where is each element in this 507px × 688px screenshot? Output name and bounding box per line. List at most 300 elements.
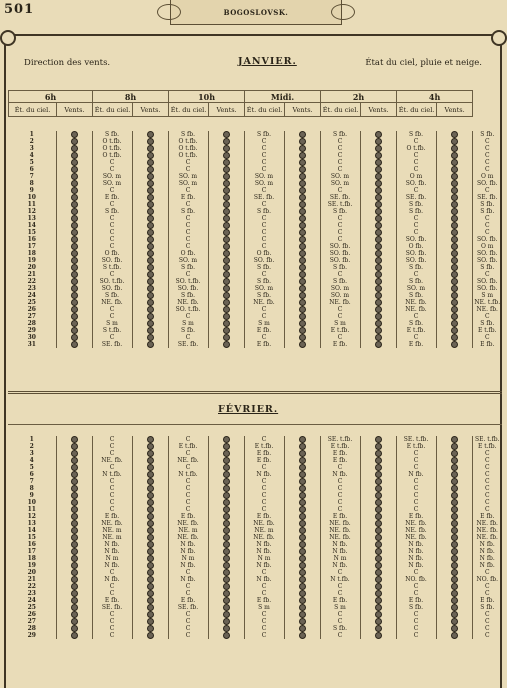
sky-state-icon	[299, 201, 306, 208]
wind-cell: N m	[320, 555, 360, 562]
sky-state-cell	[132, 625, 168, 632]
sky-state-cell	[436, 145, 472, 152]
sky-state-cell	[360, 618, 396, 625]
date-cell: 1	[29, 436, 34, 443]
wind-cell: C	[244, 236, 284, 243]
wind-cell: C	[168, 236, 208, 243]
sky-state-icon	[223, 541, 230, 548]
sky-state-cell	[132, 152, 168, 159]
sky-state-cell	[284, 520, 320, 527]
sky-state-icon	[71, 138, 78, 145]
wind-cell: C	[92, 334, 132, 341]
sky-state-cell	[208, 436, 244, 443]
sky-state-icon	[375, 604, 382, 611]
sky-state-icon	[299, 222, 306, 229]
table-row	[8, 436, 502, 443]
sky-state-header: Ét. du ciel.	[397, 103, 437, 117]
sky-state-cell	[132, 548, 168, 555]
sky-state-icon	[375, 555, 382, 562]
sky-state-icon	[299, 264, 306, 271]
sky-state-icon	[223, 278, 230, 285]
sky-state-cell	[360, 443, 396, 450]
table-row	[8, 215, 502, 222]
sky-state-cell	[284, 443, 320, 450]
sky-state-cell	[360, 492, 396, 499]
wind-cell: E fb.	[244, 341, 284, 348]
sky-state-cell	[132, 583, 168, 590]
sky-state-cell	[360, 457, 396, 464]
sky-state-cell	[436, 215, 472, 222]
sky-state-icon	[299, 229, 306, 236]
sky-state-icon	[299, 299, 306, 306]
sky-state-cell	[56, 450, 92, 457]
sky-state-cell	[132, 194, 168, 201]
wind-cell: O t.fb.	[168, 152, 208, 159]
sky-state-icon	[375, 320, 382, 327]
sky-state-cell	[132, 527, 168, 534]
wind-cell: NE. fb.	[320, 534, 360, 541]
wind-cell: C	[472, 152, 502, 159]
wind-cell: NE. m	[92, 534, 132, 541]
sky-state-cell	[208, 478, 244, 485]
wind-cell: E fb.	[92, 597, 132, 604]
sky-state-cell	[436, 576, 472, 583]
wind-cell: C	[244, 166, 284, 173]
date-cell: 2	[29, 138, 34, 145]
sky-state-cell	[132, 264, 168, 271]
sky-state-icon	[147, 299, 154, 306]
sky-state-icon	[223, 327, 230, 334]
wind-cell: C	[320, 187, 360, 194]
table-caption	[6, 54, 500, 70]
wind-cell: C	[472, 590, 502, 597]
sky-state-icon	[451, 534, 458, 541]
sky-state-icon	[147, 492, 154, 499]
wind-cell: C	[472, 450, 502, 457]
sky-state-cell	[208, 492, 244, 499]
sky-state-icon	[71, 499, 78, 506]
sky-state-icon	[299, 131, 306, 138]
sky-state-cell	[132, 313, 168, 320]
sky-state-icon	[299, 457, 306, 464]
sky-state-icon	[71, 152, 78, 159]
wind-cell: S fb.	[168, 292, 208, 299]
wind-cell: SO. fb.	[472, 257, 502, 264]
sky-state-cell	[56, 541, 92, 548]
sky-state-cell	[436, 611, 472, 618]
wind-cell: C	[168, 569, 208, 576]
sky-state-icon	[375, 243, 382, 250]
sky-state-icon	[147, 527, 154, 534]
wind-cell: C	[92, 229, 132, 236]
wind-cell: C	[396, 271, 436, 278]
sky-state-cell	[56, 292, 92, 299]
date-cell: 13	[27, 215, 36, 222]
wind-cell: C	[320, 236, 360, 243]
wind-cell: C	[472, 145, 502, 152]
wind-cell: C	[396, 450, 436, 457]
wind-cell: NE. fb.	[168, 457, 208, 464]
wind-cell: C	[396, 215, 436, 222]
sky-state-cell	[132, 604, 168, 611]
sky-state-icon	[147, 478, 154, 485]
wind-cell: N fb.	[244, 576, 284, 583]
sky-state-icon	[451, 625, 458, 632]
sky-state-cell	[284, 327, 320, 334]
sky-state-cell	[56, 222, 92, 229]
sky-state-cell	[132, 597, 168, 604]
sky-state-icon	[299, 576, 306, 583]
sky-state-icon	[71, 222, 78, 229]
sky-state-cell	[132, 131, 168, 138]
sky-state-cell	[436, 243, 472, 250]
date-cell: 12	[27, 513, 36, 520]
sky-state-cell	[208, 548, 244, 555]
wind-cell: S m	[168, 320, 208, 327]
sky-state-cell	[436, 131, 472, 138]
wind-cell: E fb.	[320, 513, 360, 520]
wind-cell: NE. fb.	[244, 299, 284, 306]
sky-state-cell	[208, 271, 244, 278]
wind-cell: C	[168, 583, 208, 590]
sky-state-cell	[132, 278, 168, 285]
sky-state-icon	[375, 299, 382, 306]
table-row	[8, 292, 502, 299]
wind-cell: E fb.	[244, 450, 284, 457]
sky-state-cell	[284, 173, 320, 180]
sky-state-icon	[223, 180, 230, 187]
sky-state-cell	[436, 229, 472, 236]
sky-state-cell	[284, 145, 320, 152]
sky-state-cell	[284, 527, 320, 534]
wind-cell: C	[168, 478, 208, 485]
sky-state-icon	[223, 138, 230, 145]
sky-state-icon	[147, 471, 154, 478]
sky-state-cell	[360, 306, 396, 313]
sky-state-cell	[56, 597, 92, 604]
sky-state-cell	[360, 513, 396, 520]
sky-state-icon	[451, 229, 458, 236]
sky-state-cell	[56, 492, 92, 499]
wind-cell: O fb.	[244, 250, 284, 257]
wind-cell: S fb.	[168, 264, 208, 271]
sky-state-cell	[284, 194, 320, 201]
wind-cell: E fb.	[396, 597, 436, 604]
sky-state-cell	[56, 471, 92, 478]
sky-state-icon	[147, 541, 154, 548]
sky-state-cell	[56, 590, 92, 597]
sky-state-cell	[208, 194, 244, 201]
wind-cell: SO. m	[244, 173, 284, 180]
sky-state-cell	[132, 341, 168, 348]
sky-state-icon	[147, 306, 154, 313]
sky-state-icon	[375, 327, 382, 334]
sky-state-icon	[147, 229, 154, 236]
wind-cell: E t.fb.	[244, 443, 284, 450]
sky-state-cell	[284, 271, 320, 278]
sky-state-cell	[436, 152, 472, 159]
wind-cell: SO. fb.	[92, 285, 132, 292]
wind-cell: SO. fb.	[396, 236, 436, 243]
sky-state-cell	[284, 131, 320, 138]
wind-cell: C	[92, 436, 132, 443]
wind-cell: N fb.	[168, 562, 208, 569]
sky-state-cell	[56, 313, 92, 320]
wind-cell: C	[168, 159, 208, 166]
date-cell: 22	[27, 278, 36, 285]
sky-state-icon	[147, 520, 154, 527]
date-cell: 24	[27, 597, 36, 604]
wind-cell: N fb.	[472, 548, 502, 555]
date-cell: 3	[29, 145, 34, 152]
wind-cell: NE. fb.	[320, 299, 360, 306]
sky-state-cell	[56, 152, 92, 159]
sky-state-cell	[56, 299, 92, 306]
sky-state-cell	[56, 194, 92, 201]
table-row	[8, 159, 502, 166]
sky-state-icon	[147, 618, 154, 625]
sky-state-icon	[451, 499, 458, 506]
sky-state-cell	[360, 299, 396, 306]
date-cell: 31	[27, 341, 36, 348]
table-row	[8, 194, 502, 201]
sky-state-icon	[223, 597, 230, 604]
table-row	[8, 604, 502, 611]
wind-cell: C	[92, 569, 132, 576]
february-top-rule	[8, 424, 502, 425]
wind-cell: O m	[472, 243, 502, 250]
sky-state-icon	[451, 243, 458, 250]
sky-state-icon	[71, 492, 78, 499]
sky-state-cell	[208, 555, 244, 562]
sky-state-icon	[451, 313, 458, 320]
sky-state-cell	[436, 250, 472, 257]
sky-state-cell	[436, 534, 472, 541]
wind-cell: C	[320, 152, 360, 159]
wind-cell: N fb.	[320, 471, 360, 478]
wind-cell: NE. fb.	[396, 306, 436, 313]
sky-state-icon	[223, 457, 230, 464]
sky-state-cell	[208, 173, 244, 180]
wind-cell: C	[472, 222, 502, 229]
sky-state-icon	[299, 250, 306, 257]
sky-state-cell	[284, 166, 320, 173]
sky-state-icon	[223, 562, 230, 569]
sky-state-icon	[375, 194, 382, 201]
wind-cell: SO. m	[244, 285, 284, 292]
wind-cell: C	[396, 166, 436, 173]
sky-state-icon	[375, 306, 382, 313]
date-cell: 6	[29, 166, 34, 173]
sky-state-cell	[436, 499, 472, 506]
sky-state-icon	[451, 271, 458, 278]
sky-state-icon	[71, 562, 78, 569]
sky-state-icon	[223, 229, 230, 236]
sky-state-icon	[71, 201, 78, 208]
sky-state-cell	[284, 334, 320, 341]
sky-state-cell	[132, 201, 168, 208]
date-cell: 16	[27, 541, 36, 548]
date-cell: 28	[27, 320, 36, 327]
sky-state-icon	[147, 215, 154, 222]
table-row	[8, 569, 502, 576]
sky-state-icon	[375, 513, 382, 520]
sky-state-icon	[223, 201, 230, 208]
sky-state-cell	[436, 471, 472, 478]
wind-cell: NE. m	[92, 527, 132, 534]
sky-state-icon	[223, 299, 230, 306]
sky-state-cell	[284, 590, 320, 597]
sky-state-icon	[451, 443, 458, 450]
date-cell: 7	[29, 478, 34, 485]
sky-state-icon	[299, 583, 306, 590]
table-row	[8, 520, 502, 527]
wind-cell: SO. m	[168, 257, 208, 264]
wind-cell: NE. t.fb.	[472, 299, 502, 306]
sky-state-icon	[451, 159, 458, 166]
sky-state-icon	[71, 187, 78, 194]
sky-state-icon	[451, 604, 458, 611]
wind-cell: C	[472, 313, 502, 320]
sky-state-cell	[132, 478, 168, 485]
sky-state-cell	[436, 208, 472, 215]
wind-cell: N fb.	[320, 548, 360, 555]
wind-cell: C	[92, 201, 132, 208]
hour-header: 4h	[397, 91, 473, 103]
wind-cell: NE. fb.	[396, 520, 436, 527]
sky-state-icon	[147, 341, 154, 348]
sky-state-cell	[208, 138, 244, 145]
wind-cell: N fb.	[396, 548, 436, 555]
wind-cell: E t.fb.	[320, 327, 360, 334]
wind-cell: C	[168, 166, 208, 173]
date-cell: 23	[27, 590, 36, 597]
sky-state-cell	[284, 243, 320, 250]
sky-state-icon	[223, 520, 230, 527]
sky-state-icon	[375, 285, 382, 292]
date-cell: 5	[29, 159, 34, 166]
table-row	[8, 576, 502, 583]
sky-state-cell	[132, 250, 168, 257]
sky-state-icon	[375, 457, 382, 464]
wind-cell: SO. fb.	[472, 236, 502, 243]
date-cell: 17	[27, 243, 36, 250]
wind-cell: C	[244, 485, 284, 492]
sky-state-icon	[451, 194, 458, 201]
sky-state-cell	[436, 520, 472, 527]
sky-state-icon	[451, 152, 458, 159]
sky-state-icon	[223, 492, 230, 499]
sky-state-cell	[208, 159, 244, 166]
wind-cell: E t.fb.	[396, 327, 436, 334]
wind-cell: C	[472, 485, 502, 492]
wind-cell: N fb.	[92, 576, 132, 583]
wind-cell: C	[168, 215, 208, 222]
sky-state-icon	[147, 632, 154, 639]
sky-state-icon	[223, 292, 230, 299]
wind-cell: S fb.	[244, 278, 284, 285]
sky-state-icon	[299, 513, 306, 520]
table-row	[8, 548, 502, 555]
table-row	[8, 492, 502, 499]
sky-state-icon	[375, 471, 382, 478]
sky-state-cell	[284, 436, 320, 443]
sky-state-cell	[360, 541, 396, 548]
wind-cell: N t.fb.	[320, 576, 360, 583]
date-cell: 28	[27, 625, 36, 632]
wind-cell: S fb.	[320, 131, 360, 138]
wind-cell: C	[320, 229, 360, 236]
sky-state-icon	[147, 222, 154, 229]
sky-state-cell	[208, 236, 244, 243]
sky-state-icon	[451, 464, 458, 471]
wind-cell: C	[168, 201, 208, 208]
sky-state-icon	[147, 590, 154, 597]
sky-state-icon	[223, 131, 230, 138]
sky-state-icon	[299, 618, 306, 625]
sky-state-cell	[56, 583, 92, 590]
wind-cell: S fb.	[472, 201, 502, 208]
sky-state-cell	[436, 541, 472, 548]
sky-state-cell	[208, 471, 244, 478]
sky-state-cell	[436, 450, 472, 457]
sky-state-icon	[147, 513, 154, 520]
sky-state-cell	[284, 618, 320, 625]
wind-cell: C	[244, 152, 284, 159]
sky-state-icon	[147, 194, 154, 201]
sky-state-icon	[451, 597, 458, 604]
sky-state-icon	[451, 618, 458, 625]
date-cell: 22	[27, 583, 36, 590]
sky-state-icon	[71, 632, 78, 639]
sky-state-cell	[132, 166, 168, 173]
sky-state-icon	[223, 173, 230, 180]
sky-state-icon	[451, 471, 458, 478]
sky-state-cell	[132, 257, 168, 264]
sky-state-cell	[132, 306, 168, 313]
table-row	[8, 180, 502, 187]
sky-state-icon	[451, 341, 458, 348]
sky-state-cell	[56, 499, 92, 506]
wind-cell: C	[168, 229, 208, 236]
wind-cell: C	[92, 464, 132, 471]
sky-state-cell	[132, 229, 168, 236]
sky-state-icon	[71, 464, 78, 471]
february-table	[8, 436, 502, 639]
sky-state-icon	[299, 313, 306, 320]
sky-state-cell	[436, 299, 472, 306]
sky-state-cell	[208, 562, 244, 569]
sky-state-icon	[147, 604, 154, 611]
wind-cell: NE. m	[168, 527, 208, 534]
sky-state-icon	[451, 215, 458, 222]
sky-state-cell	[132, 590, 168, 597]
sky-state-icon	[375, 534, 382, 541]
wind-cell: O fb.	[92, 250, 132, 257]
wind-cell: NE. fb.	[168, 520, 208, 527]
wind-cell: C	[92, 611, 132, 618]
sky-state-icon	[299, 590, 306, 597]
sky-state-icon	[451, 278, 458, 285]
date-cell: 16	[27, 236, 36, 243]
wind-cell: S fb.	[92, 131, 132, 138]
hour-header: 2h	[321, 91, 397, 103]
sky-state-icon	[299, 180, 306, 187]
sky-state-cell	[132, 520, 168, 527]
sky-state-cell	[208, 576, 244, 583]
sky-state-cell	[360, 632, 396, 639]
wind-cell: C	[472, 187, 502, 194]
